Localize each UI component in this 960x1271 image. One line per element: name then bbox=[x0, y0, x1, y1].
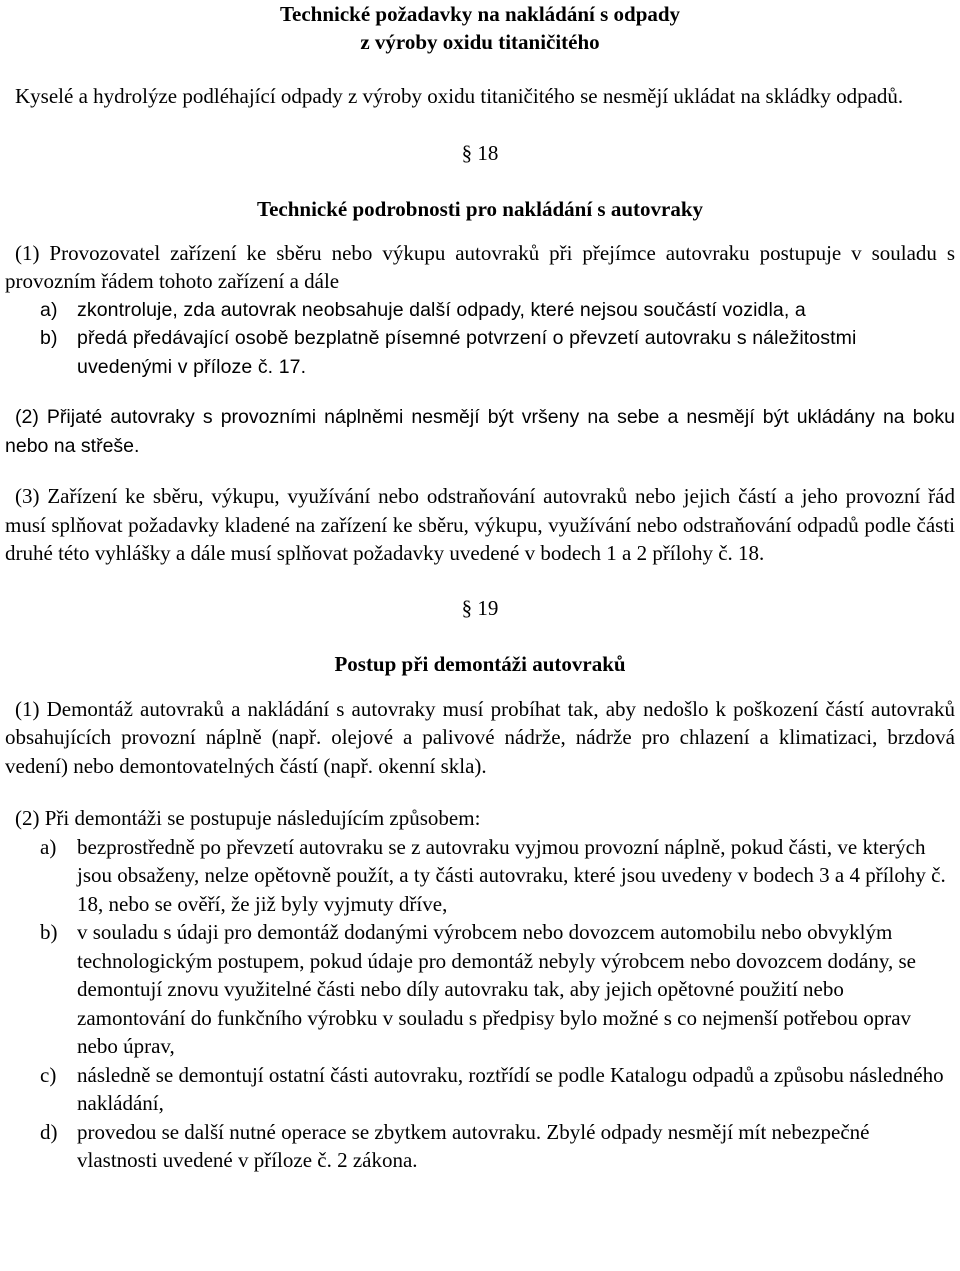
list-item-text: v souladu s údaji pro demontáž dodanými výrobcem nebo dovozcem automobilu nebo obvyklým technologickým postupem, pokud údaje pro demontáž nebyly výrobcem nebo dovozcem dodány, se demontují znovu využitelné části nebo díly autovraku tak, aby jejich opětovné použití nebo zamontování do funkčního výrobku v souladu s předpisy bylo možné s co nejmenší potřebou oprav nebo úprav, bbox=[77, 920, 917, 1058]
section-19-paragraph-2-list bbox=[5, 833, 955, 1175]
list-item-marker: c) bbox=[40, 1062, 57, 1087]
list-item bbox=[5, 1118, 955, 1175]
list-item-text: provedou se další nutné operace se zbytkem autovraku. Zbylé odpady nesmějí mít nebezpečné vlastnosti uvedené v příloze č. 2 zákona. bbox=[77, 1119, 870, 1172]
header-title-line2: z výroby oxidu titaničitého bbox=[360, 30, 600, 54]
section-18-paragraph-1: (1) Provozovatel zařízení ke sběru nebo výkupu autovraků při přejímce autovraku postupuje v souladu s provozním řádem tohoto zařízení a dále bbox=[5, 240, 955, 293]
list-item-text: předá předávající osobě bezplatně písemné potvrzení o převzetí autovraku s náležitostmi uvedenými v příloze č. 17. bbox=[77, 327, 857, 378]
list-item-marker: a) bbox=[40, 298, 58, 321]
section-18-paragraph-1-list bbox=[5, 296, 955, 382]
section-19-paragraph-2: (2) Při demontáži se postupuje následujícím způsobem: bbox=[15, 806, 481, 830]
list-item bbox=[5, 296, 955, 325]
section-18-paragraph-2: (2) Přijaté autovraky s provozními náplněmi nesmějí být vršeny na sebe a nesmějí být ukládány na boku nebo na střeše. bbox=[5, 406, 955, 457]
header-title bbox=[5, 0, 955, 56]
document-page bbox=[5, 0, 955, 1175]
section-19-label: § 19 bbox=[461, 595, 499, 620]
list-item-text: následně se demontují ostatní části autovraku, roztřídí se podle Katalogu odpadů a způsobu následného nakládání, bbox=[77, 1062, 944, 1115]
list-item-marker: b) bbox=[40, 920, 58, 944]
section-18-paragraph-3: (3) Zařízení ke sběru, výkupu, využívání nebo odstraňování autovraků nebo jejich částí a jeho provozní řád musí splňovat požadavky kladené na zařízení ke sběru, výkupu, využívání nebo odstraňování odpadů podle části druhé této vyhlášky a dále musí splňovat požadavky uvedené v bodech 1 a 2 přílohy č. 18. bbox=[5, 484, 955, 565]
list-item-text: zkontroluje, zda autovrak neobsahuje další odpady, které nejsou součástí vozidla, a bbox=[77, 298, 806, 321]
list-item-text: bezprostředně po převzetí autovraku se z autovraku vyjmou provozní náplně, pokud části, ve kterých jsou obsaženy, nelze opětovně použít, a ty části autovraku, které jsou uvedeny v bodech 3 a 4 přílohy č. 18, nebo se ověří, že již byly vyjmuty dříve, bbox=[77, 834, 946, 916]
list-item-marker: d) bbox=[40, 1119, 58, 1144]
list-item bbox=[5, 833, 955, 919]
list-item-marker: a) bbox=[40, 834, 57, 859]
section-19-paragraph-1: (1) Demontáž autovraků a nakládání s autovraky musí probíhat tak, aby nedošlo k poškození částí autovraků obsahujících provozní náplně (např. olejové a palivové nádrže, nádrže pro chlazení a klimatizaci, brzdová vedení) nebo demontovatelných částí (např. okenní skla). bbox=[5, 696, 955, 778]
list-item bbox=[5, 1061, 955, 1118]
section-18-title: Technické podrobnosti pro nakládání s autovraky bbox=[257, 197, 703, 221]
intro-paragraph: Kyselé a hydrolýze podléhající odpady z výroby oxidu titaničitého se nesmějí ukládat na skládky odpadů. bbox=[15, 84, 904, 108]
list-item-marker: b) bbox=[40, 327, 58, 349]
header-title-line1: Technické požadavky na nakládání s odpady bbox=[279, 2, 681, 26]
list-item bbox=[5, 918, 955, 1061]
section-19-title: Postup při demontáži autovraků bbox=[334, 652, 626, 676]
section-18-label: § 18 bbox=[461, 140, 499, 165]
list-item bbox=[5, 324, 955, 381]
